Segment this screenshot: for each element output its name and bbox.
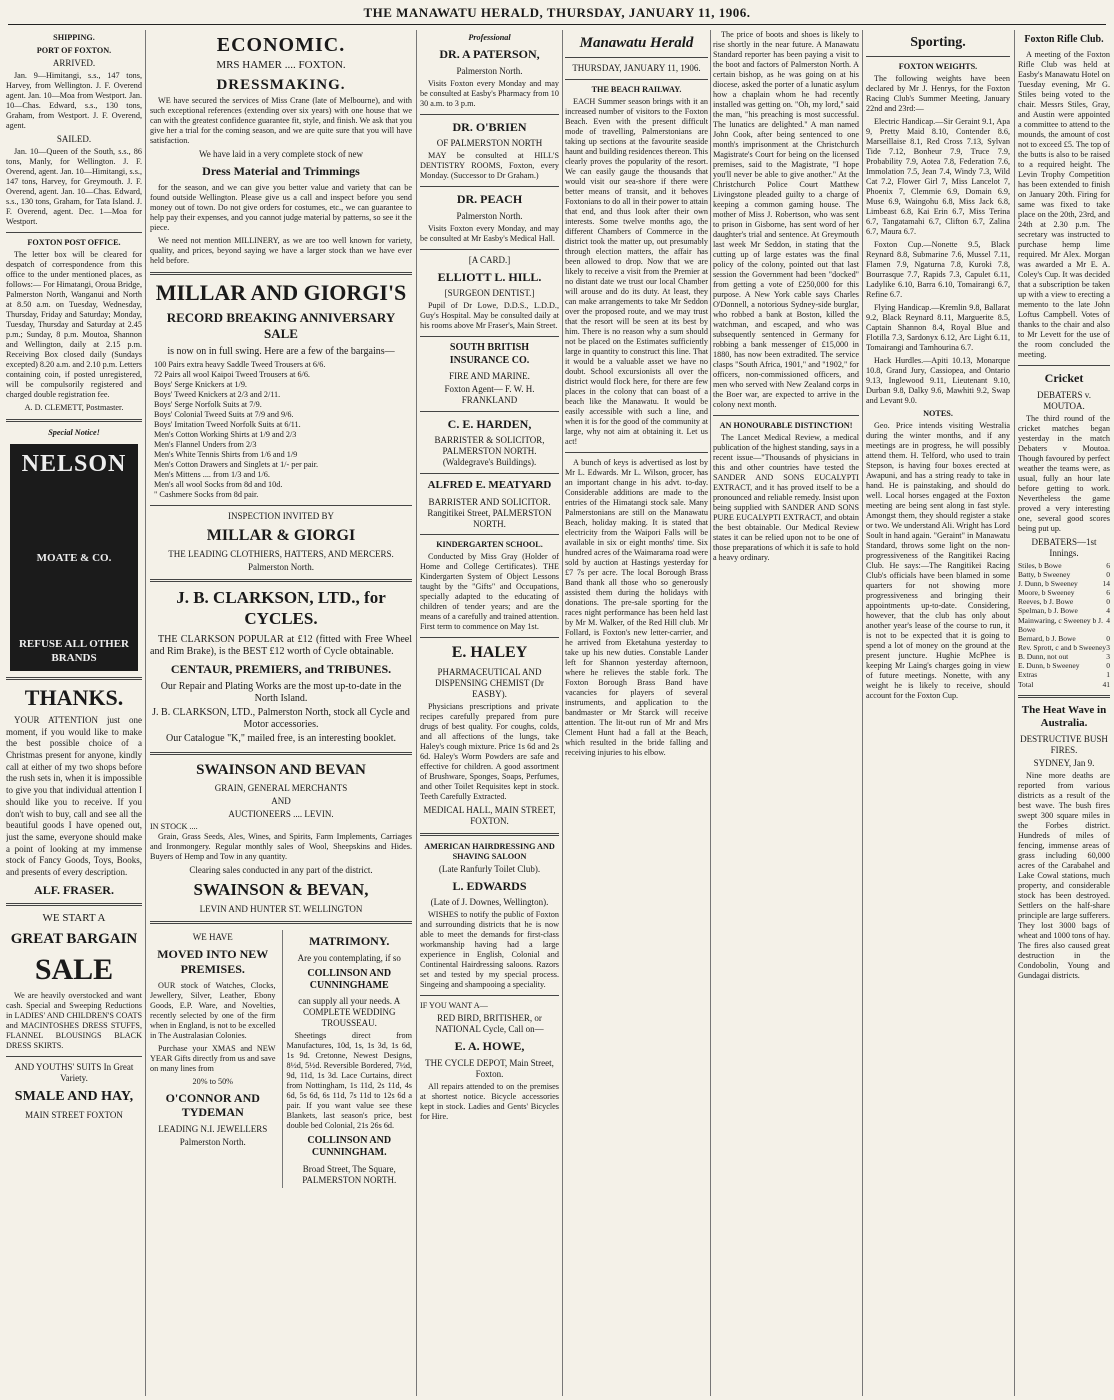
and: AND — [271, 795, 291, 806]
swainson-2: SWAINSON & BEVAN, — [193, 879, 369, 899]
cricket-heading: Cricket — [1044, 371, 1084, 386]
batsman: Reeves, b J. Bowe — [1018, 597, 1074, 607]
port-heading: PORT OF FOXTON. — [36, 46, 112, 55]
column-news — [713, 30, 859, 1396]
auctioneers: AUCTIONEERS .... LEVIN. — [228, 808, 334, 819]
batsman: Moore, b Sweeney — [1018, 588, 1075, 598]
haley-text: Physicians prescriptions and private recipes carefully prepared from pure drugs of best quality. For coughs, colds, and all affections of the lungs, take Haley's cough mixture. Price 1s 6d and 2s 6d. Haley's Worm Powders are safe and effective for children. A good assortment of Brushware, Sponges, Soaps, Perfumes, and other Toilet Requisites kept in stock. Teeth Carefully Extracted. — [420, 701, 559, 801]
batsman: Rev. Sprott, c and b Sweeney — [1018, 642, 1107, 652]
matrimony: MATRIMONY. — [309, 934, 390, 949]
fire: FIRE AND MARINE. — [449, 370, 530, 381]
elliott-text: Pupil of Dr Lowe, D.D.S., L.D.D., Guy's Hospital. May be consulted daily at his rooms above Mr Fraser's, Main Street. — [420, 301, 559, 331]
column-ads — [150, 30, 412, 1396]
news-text: The price of boots and shoes is likely to rise shortly in the near future. A Manawatu Standard reporter has been paying a visit to the boot and factors of Palmerston North. A certain bishop, as he was going on at his diocese, asked the porter of a lunatic asylum how a chaplain whom he had recently installed was getting on. "Oh, my lord," said the man, "his preaching is most successful. The lunatics are delighted." A man named John Cook, after being sentenced to one month's imprisonment at the Christchurch Magistrate's Court for being on the licensed premises, said to the Magistrate, "I hope you'll never be able to give another." At the Christchurch Police Court Matthew Livingstone pleaded guilty to a charge of keeping a common gaming house. The mother of Miss J. Robertson, who was sent to prison in Gisborne, has sent word of her daughter's trial and sentence. At Greymouth last week Mr Seddon, in stating that the cutting up of large estates was the final policy of the colony, pointed out that last session the Government had been "docked" from getting a vote of £250,000 for this purpose. A New York cable says Charles O'Donnell, a notorious Sydney-side burglar, who robbed a bank at Boston, killed the watchman, and escaped, and who was subsequently sentenced in Germany for robbing a bank messenger of £15,000 in 1880, has now been extradited. The service clasps "South Africa, 1901," and "1902," for officers, non-commissioned officers, and men who served with New Zealand corps in the Boer war, are expected to arrive in the colony next month. — [713, 30, 859, 409]
economic-heading: ECONOMIC. — [216, 34, 346, 56]
sailed-label: SAILED. — [56, 133, 92, 144]
bargain-list — [150, 360, 412, 500]
notice-heading: AN HONOURABLE DISTINCTION! — [719, 421, 853, 430]
runs: 3 — [1106, 642, 1110, 652]
weights-heading: FOXTON WEIGHTS. — [898, 62, 978, 72]
batsman: Total — [1018, 679, 1034, 689]
collinson: COLLINSON AND CUNNINGHAME — [307, 967, 392, 992]
bargain-item: Boys' Imitation Tweed Norfolk Suits at 6/11. — [154, 419, 301, 429]
oconnor-place: Palmerston North. — [179, 1136, 246, 1147]
innings-heading: DEBATERS—1st Innings. — [1031, 536, 1097, 558]
medical-hall: MEDICAL HALL, MAIN STREET, FOXTON. — [423, 804, 556, 826]
howe-text: All repairs attended to on the premises at shortest notice. Bicycle accessories kept in stock. Ladies and Gents' Bicycles for Hire. — [420, 1081, 559, 1121]
innings-row — [1018, 634, 1110, 643]
dressmaking-heading: DRESSMAKING. — [216, 76, 346, 93]
beach-railway: THE BEACH RAILWAY. — [591, 85, 682, 95]
nelson-brand: NELSON — [21, 450, 127, 477]
runs: 6 — [1106, 588, 1110, 598]
thanks-text: YOUR ATTENTION just one moment, if you would like to make the best possible choice of a Christmas present for anyone, kindly call at either of my two shops before the rush sets in, when it is impossible to give you that individual attention I should like you to receive. If you don't wish to buy, call and see all the beautiful goods I have opened out, just the same, everyone should make a point of looking at my immense stock of Fancy Goods, Toys, Books, and presents of every description. — [6, 715, 142, 877]
edwards-sub: (Late of J. Downes, Wellington). — [430, 897, 549, 908]
grain: GRAIN, GENERAL MERCHANTS — [214, 782, 348, 793]
runs: 0 — [1106, 597, 1110, 607]
runs: 0 — [1106, 633, 1110, 643]
swainson-heading: SWAINSON AND BEVAN — [196, 761, 366, 778]
column-editorial — [565, 30, 708, 1396]
haley-sub: PHARMACEUTICAL AND DISPENSING CHEMIST (Dr EASBY). — [435, 666, 544, 699]
masthead: THE MANAWATU HERALD, THURSDAY, JANUARY 11, 1906. — [8, 2, 1106, 25]
howe: E. A. HOWE, — [454, 1039, 525, 1054]
flying-handicap: Flying Handicap.—Kremlin 9.8, Ballarat 9.2, Black Reynard 8.11, Marguerite 8.5, Captain Shannon 8.4, Royal Blue and Flotilla 7.3, Sardonyx 6.12, Arc Light 6.11, Tomairangi and Tamhourina 6.7. — [866, 303, 1010, 353]
peach-text: Visits Foxton every Monday, and may be consulted at Mr Easby's Medical Hall. — [420, 223, 559, 243]
batsman: Extras — [1018, 670, 1038, 680]
batsman: E. Dunn, b Sweeney — [1018, 661, 1080, 671]
dress-material: Dress Material and Trimmings — [202, 164, 360, 179]
innings-row — [1018, 579, 1110, 588]
bargain-item: Boys' Serge Knickers at 1/9. — [154, 379, 247, 389]
bargain-item: 100 Pairs extra heavy Saddle Tweed Trousers at 6/6. — [154, 359, 326, 369]
bargain-item: Men's Cotton Working Shirts at 1/9 and 2/3 — [154, 429, 297, 439]
sailings-text: Jan. 10—Queen of the South, s.s., 86 tons, Manly, for Wellington. J. F. Overend, agent. Jan. 10—Himitangi, s.s., 147 tons, Harvey, for Greymouth. J. F. Overend, agent. Jan. 10—Chas. Edward, s.s., 130 tons, Graham, for Tata Island. J. F. Overend, agent. Dec. 1—Moa for Westport. — [6, 146, 142, 226]
edwards: L. EDWARDS — [452, 878, 527, 893]
clarkson-heading: J. B. CLARKSON, LTD., for CYCLES. — [176, 588, 386, 628]
innings-row — [1018, 670, 1110, 679]
agent: Foxton Agent— F. W. H. FRANKLAND — [444, 383, 535, 405]
bargain-item: Boys' Serge Norfolk Suits at 7/9. — [154, 399, 262, 409]
column-sporting — [866, 30, 1010, 1396]
oconnor: O'CONNOR AND TYDEMAN — [165, 1090, 260, 1120]
millar-giorgi: MILLAR & GIORGI — [206, 526, 356, 544]
innings-row — [1018, 606, 1110, 615]
surgeon: [SURGEON DENTIST.] — [444, 288, 535, 299]
oconnor-sub: LEADING N.I. JEWELLERS — [158, 1123, 268, 1134]
sale-line-b: GREAT BARGAIN — [10, 930, 138, 947]
professional-heading: Professional — [468, 33, 511, 42]
millar-heading: MILLAR AND GIORGI'S — [155, 279, 407, 305]
nelson-slogan: REFUSE ALL OTHER BRANDS — [18, 638, 130, 664]
paterson-text: Visits Foxton every Monday and may be consulted at Easby's Pharmacy from 10 30 a.m. to 3 p.m. — [420, 78, 559, 108]
card: [A CARD.] — [468, 254, 511, 265]
electric-handicap: Electric Handicap.—Sir Geraint 9.1, Apa 9, Pretty Maid 8.10, Contender 8.6, Marseillaise 8.1, Red Cross 7.13, Sylvan Tide 7.12, Bonheur 7.9, Truce 7.9, Probability 7.9, Aotea 7.8, Federation 7.6, Immolation 7.5, Jean 7.4, Windy 7.3, Wild Cat 7.2, Flower Girl 7, Miss Lancelot 7, Phoenix 7, Clemmie 6.9, Domain 6.9, Muse 6.9, Waingohu 6.8, Miss Jack 6.8, Limbeast 6.8, Kai Erin 6.7, Miss Terina 6.7, Tangatamahi 6.7, Clifton 6.7, Zalina 6.7, Maura 6.7. — [866, 117, 1010, 237]
dress-text-2: for the season, and we can give you better value and variety that can be found outside Wellington. Please give us a call and inspect before you send money out of town. Do not give orders for costumes, etc., we can guarantee to help pay their expenses, and you cannot judge material by patterns, so see it the piece. — [150, 182, 412, 232]
column-professional — [420, 30, 559, 1396]
innings-table — [1018, 561, 1110, 689]
batsman: B. Dunn, not out — [1018, 652, 1069, 662]
runs: 1 — [1106, 670, 1110, 680]
moved-b: MOVED INTO NEW PREMISES. — [157, 947, 269, 976]
innings-row — [1018, 661, 1110, 670]
meatyard-sub: BARRISTER AND SOLICITOR. Rangitikei Street, PALMERSTON NORTH. — [427, 496, 552, 529]
shipping-heading: SHIPPING. — [53, 33, 95, 42]
heat-heading: The Heat Wave in Australia. — [1021, 703, 1107, 730]
dress-text: WE have secured the services of Miss Crane (late of Melbourne), and with such exceptional references (extending over six years) with one house that we can with the greatest confidence guarantee fit, style, and finish. We ask that you give her a trial for the coming season, and we are quite sure that you will have satisfaction. — [150, 96, 412, 146]
peach-place: Palmerston North. — [456, 210, 523, 221]
in-stock: IN STOCK .... — [150, 821, 198, 831]
batsman: Batty, b Sweeney — [1018, 569, 1071, 579]
clarkson-text: THE CLARKSON POPULAR at £12 (fitted with Free Wheel and Rim Brake), is the BEST £12 worth of Cycle obtainable. — [150, 633, 412, 657]
fraser-signature: ALF. FRASER. — [34, 882, 114, 897]
record-sale: RECORD BREAKING ANNIVERSARY SALE — [166, 309, 396, 341]
haley: E. HALEY — [451, 644, 528, 662]
bargain-item: " Cashmere Socks from 8d pair. — [154, 489, 259, 499]
collinson-text: can supply all your needs. A COMPLETE WEDDING TROUSSEAU. — [298, 996, 401, 1029]
bargain-item: Men's Mittens .... from 1/3 and 1/6. — [154, 469, 270, 479]
notes-text: Geo. Price intends visiting Westralia during the winter months, and if any meetings are in progress, he will possibly attend them. H. Telford, who used to train Stepson, is having four boxes erected at Awapuni, and has a string ready to take in hand. He is painstaking, and should do well. Local horses engaged at the Foxton meeting are being sent along in fast style. Amongst them, they should register a stake or two. We understand Ali. Wright has Lord Soult in hand again. "Geraint" in Manawatu Standard, throws some light on the non-progressiveness of the Rangitikei Racing Club. He says:—The Rangitikei Racing Club's officials have been blamed in some quarters for not showing more progressiveness and bringing their appointments up-to-date. Considering, however, that the club has only about another year's lease of the course to run, it is not to be expected that it is going to spend a lot of money on the ground at the present juncture. Hughie McPhee is keeping Mr Laing's charges going in view of future meetings. Nonette, with any weight he is likely to receive, should account for the Foxton Cup. — [866, 421, 1010, 701]
inspection: INSPECTION INVITED BY — [228, 510, 334, 521]
arrived-label: ARRIVED. — [52, 58, 96, 68]
runs: 0 — [1106, 661, 1110, 671]
runs: 4 — [1106, 606, 1110, 616]
dr-peach: DR. PEACH — [456, 192, 523, 207]
sporting-heading: Sporting. — [910, 35, 966, 50]
record-sub: is now on in full swing. Here are a few of the bargains— — [167, 345, 395, 357]
runs: 4 — [1106, 615, 1110, 625]
batsman: Bernard, b J. Bowe — [1018, 633, 1076, 643]
howe-sub: THE CYCLE DEPOT, Main Street, Foxton. — [425, 1057, 554, 1079]
sale-text: We are heavily overstocked and want cash. Special and Sweeping Reductions in LADIES' AND CHILDREN'S COATS and MACINTOSHES DRESS STUFFS, FLANNEL BLOUSINGS BLACK DRESS SKIRTS. — [6, 991, 142, 1051]
fires-date: SYDNEY, Jan 9. — [1033, 758, 1095, 769]
sheets-text: Sheetings direct from Manufactures, 10d, 1s, 1s 3d, 1s 6d, 1s 9d. Cretonne, Newest Designs, 8½d, 5½d. Reversible Bordered, 7½d, 9d, 11d, 1s 3d. Lace Curtains, direct from Nottingham, 1s 11d, 2s 11d, 4s 6d, 5s 6d, 6s 11d, 7s 11d to 12s 6d a pair. If you want value see these Blankets, last season's price, best double bed Colonial, 21s 26s 6d. — [286, 1031, 412, 1131]
local-news: A bunch of keys is advertised as lost by Mr L. Edwards. Mr L. Wilson, grocer, has an important change in his advt. to-day. Considerable additions are made to the entries of the Himatangi stock sale. Many Palmerstonians are still on the Manawatu Beach, holiday making. It is stated that electricity from the Waipori Falls will be available in six or eight months' time. Six hundred acres of the Waimarama road were sold by auction at Hastings yesterday for £7 7s per acre. The local Borough Brass Band thank all those who so generously assisted them during the holidays with donations. The pre-sale sporting for the races night performance has been held last by Mr M. Walker, of the Red Hill club. Mr Follard, is Foxton's new letter-carrier, and he arrived from Eketahuna yesterday to take up his new duties. Constable Lander left for Shannon yesterday afternoon, where he relieves the stable fork. The Foxton Borough Brass Band have vacancies for players of several instruments, and application to the bandmaster or Mr Starck will receive attention. The lit-out run of Mr and Mrs Clement Hunt had a fall at the Beach, which resulted in the bride falling and receiving injuries to his elbow. — [565, 458, 708, 758]
meatyard: ALFRED E. MEATYARD — [427, 479, 552, 492]
runs: 6 — [1106, 560, 1110, 570]
rifle-heading: Foxton Rifle Club. — [1024, 34, 1104, 45]
bargain-item: Boys' Tweed Knickers at 2/3 and 2/11. — [154, 389, 281, 399]
editorial-text: EACH Summer season brings with it an increased number of visitors to the Foxton Beach. Even with the present difficult mode of travelling, Palmerstonians are taking up sections at the favourite seaside haunt and building residences thereon. This clearly proves the popularity of the resort. We can easily gauge the thousands that would visit our sea-shore if there were better means of transit, and it behoves Foxtonians to do all in their power to attain that end, and thus look after their own interests. Some twelve months ago, the different Chambers of Commerce in the district took the matter up, out presumably through election matters, the affair has been allowed to drop. Now that we are likely to receive a visit from the Premier at no distant date we trust our local Chamber will arouse and do its duty. At least, they can make arrangements to take Mr Seddon over the proposed route, and we may trust that the resort will be seen at its best by him. There is no reason why a sum should not be placed on the Estimates sufficiently large in quantity to construct this line. That it would be a valuable asset we have no doubt. School excursionists all over the district would flock here, for there are few places in the colony that can boast of a beach like the Manawatu. It would be easily accessible with such a line, and when it is for the good of the community at large, why not aim at obtaining it. Let us act! — [565, 97, 708, 447]
innings-row — [1018, 588, 1110, 597]
sale-line-a: WE START A — [42, 912, 106, 925]
bargain-item: Men's White Tennis Shirts from 1/6 and 1/9 — [154, 449, 298, 459]
foxton-cup: Foxton Cup.—Nonette 9.5, Black Reynard 8.8, Submarine 7.6, Mussel 7.11, Flamen 7.9, Ngaturna 7.8, Kuroki 7.8, Bourrasque 7.7, Rapids 7.3, Capulet 6.11, Ladylike 6.10, Barra 6.10, Tomairangi 6.7, Refine 6.7. — [866, 240, 1010, 300]
column-shipping — [6, 30, 142, 1396]
hair-sub: (Late Ranfurly Toilet Club). — [438, 863, 541, 874]
innings-row — [1018, 680, 1110, 689]
dress-stock: We have laid in a very complete stock of new — [199, 149, 363, 160]
runs: 0 — [1106, 569, 1110, 579]
xmas-text: Purchase your XMAS and NEW YEAR Gifts directly from us and save on many lines from — [150, 1043, 276, 1073]
weights-text: The following weights have been declared by Mr J. Henrys, for the Foxton Racing Club's Summer Meeting, January 22nd and 23rd:— — [866, 74, 1010, 114]
sale-more: AND YOUTHS' SUITS In Great Variety. — [14, 1062, 134, 1084]
smale-hay: SMALE AND HAY, — [14, 1089, 134, 1105]
paper-title: Manawatu Herald — [579, 35, 694, 51]
dr-paterson: DR. A PATERSON, — [439, 47, 540, 61]
innings-row — [1018, 643, 1110, 652]
harden: C. E. HARDEN, — [447, 416, 532, 431]
runs: 41 — [1102, 679, 1110, 689]
matri-text: Are you contemplating, if so — [297, 953, 401, 964]
catalogue: Our Catalogue "K," mailed free, is an interesting booklet. — [165, 733, 397, 745]
centaur: CENTAUR, PREMIERS, and TRIBUNES. — [170, 661, 392, 676]
editorial-date: THURSDAY, JANUARY 11, 1906. — [572, 63, 701, 74]
notice-text: The Lancet Medical Review, a medical publication of the highest standing, says in a recent issue—"Thousands of physicians in this and other countries have tested the SANDER AND SONS EUCALYPTI EXTRACT, and it has proved itself to be a pronounced and reliable remedy. Insist upon being supplied with SANDER AND SONS PURE EUCALYPTI EXTRACT, and obtain the best obtainable. Our Medical Review states it can be relied upon not to be one of those preparations of which it is safe to hold a heavy ordinary. — [713, 433, 859, 562]
thanks-heading: THANKS. — [24, 684, 124, 710]
obrien-text: MAY be consulted at HILL'S DENTISTRY ROOMS, Foxton, every Monday. (Successor to Dr Graham.) — [420, 151, 559, 181]
sbi: SOUTH BRITISH INSURANCE CO. — [449, 342, 530, 366]
post-office-heading: FOXTON POST OFFICE. — [27, 237, 121, 247]
mg-sub: THE LEADING CLOTHIERS, HATTERS, AND MERCERS. — [168, 549, 394, 560]
moved-a: WE HAVE — [192, 932, 233, 943]
batsman: J. Dunn, b Sweeney — [1018, 578, 1078, 588]
postmaster: A. D. CLEMETT, Postmaster. — [24, 402, 124, 412]
collinson-2-addr: Broad Street, The Square, PALMERSTON NORTH. — [302, 1163, 397, 1185]
hamer-line: MRS HAMER .... FOXTON. — [216, 59, 346, 72]
obrien-place: OF PALMERSTON NORTH — [436, 138, 543, 149]
bargain-item: Men's all wool Socks from 8d and 10d. — [154, 479, 283, 489]
elliott: ELLIOTT L. HILL. — [437, 269, 542, 284]
fires-heading: DESTRUCTIVE BUSH FIRES. — [1020, 734, 1108, 756]
paterson-place: Palmerston North. — [456, 65, 523, 76]
bargain-item: 72 Pairs all wool Kaipoi Tweed Trousers at 6/6. — [154, 369, 310, 379]
bargain-item: Men's Cotton Drawers and Singlets at 1/- per pair. — [154, 459, 319, 469]
bargain-item: Boys' Colonial Tweed Suits at 7/9 and 9/6. — [154, 409, 294, 419]
batsman: Mainwaring, c Sweeney b J. Bowe — [1018, 615, 1103, 634]
innings-row — [1018, 616, 1110, 634]
mg-place: Palmerston North. — [248, 562, 314, 573]
nelson-tea-ad — [10, 444, 138, 671]
bargain-item: Men's Flannel Unders from 2/3 — [154, 439, 257, 449]
stock-text: Grain, Grass Seeds, Ales, Wines, and Spirits, Farm Implements, Carriages and Ironmongery. Regular monthly sales of Wool, Sheepskins and Hides. Buyers of Hemp and Tow in any quantity. — [150, 831, 412, 861]
ifyou: IF YOU WANT A— — [420, 1001, 488, 1011]
notes-heading: NOTES. — [923, 409, 953, 419]
moved-text: OUR stock of Watches, Clocks, Jewellery, Silver, Leather, Ebony Goods, E.P. Ware, and Novelties, recently selected by one of the firm when in England, is not to be excelled in The Australasian Colonies. — [150, 980, 276, 1040]
collinson-2: COLLINSON AND CUNNINGHAM. — [307, 1135, 392, 1159]
batsman: Stiles, b Bowe — [1018, 560, 1062, 570]
innings-row — [1018, 597, 1110, 606]
innings-row — [1018, 570, 1110, 579]
clarkson-stock: J. B. CLARKSON, LTD., Palmerston North, stock all Cycle and Motor accessories. — [152, 706, 410, 731]
fires-text: Nine more deaths are reported from various districts as a result of the best wave. The bush fires swept 300 square miles in the Forbes district. Hundreds of miles of fencing, immense areas of grass including 60,000 acres of the Carabahel and Lake Cowal stations, much property, and considerable stock has been destroyed. Settlers on the half-share principle are large sufferers. They lost 3000 bags of wheat and 1000 tons of hay. The fires also caused great destruction in the Condobolin, Young and Gundagai districts. — [1018, 771, 1110, 981]
smale-address: MAIN STREET FOXTON — [25, 1109, 123, 1120]
sale-line-c: SALE — [34, 952, 114, 986]
arrivals-text: Jan. 9—Himitangi, s.s., 147 tons, Harvey, from Wellington. J. F. Overend agent. Jan. 10—Moa from Westport. Jan. 10—Chas. Edward, s.s., 130 tons, Graham, from Westport. J. F. Overend, agent. — [6, 70, 142, 130]
special-notice: Special Notice! — [48, 427, 100, 437]
hairdressing: AMERICAN HAIRDRESSING AND SHAVING SALOON — [424, 841, 555, 861]
runs: 3 — [1106, 652, 1110, 662]
debaters-heading: DEBATERS v. MOUTOA. — [1037, 389, 1091, 411]
ifyou-text: RED BIRD, BRITISHER, or NATIONAL Cycle, Call on— — [435, 1013, 544, 1035]
cricket-text: The third round of the cricket matches began yesterday in the match Debaters v Moutoa. Though favoured by perfect weather the teams were, as usual, fully an hour late before getting to work. Nevertheless the game proved a very interesting one, several good scores being put up. — [1018, 413, 1110, 533]
dr-obrien: DR. O'BRIEN — [452, 119, 527, 134]
harden-sub: BARRISTER & SOLICITOR, PALMERSTON NORTH. (Waldegrave's Buildings). — [434, 435, 545, 468]
runs: 14 — [1102, 578, 1110, 588]
matrimony-ad — [282, 930, 413, 1187]
jewellers-ad — [150, 930, 276, 1187]
innings-row — [1018, 652, 1110, 661]
rifle-text: A meeting of the Foxton Rifle Club was held at Easby's Manawatu Hotel on Tuesday evening, Mr G. Stiles being voted to the chair. Messrs Stiles, Gray, and Austin were appointed a committee to attend to the mounds, the amount of cost not to exceed £5. The top of the butts is also to be raised to a required height. The Levin Trophy Competition has been extended to finish on January 20th. Firing for same was fixed to take place on the 20th, 23rd, and 24th at 2.30 p.m. The secretary was instructed to purchase hemp lime required. Mr Alex. Morgan was awarded a Mr E. A. Coley's Cup. It was decided that a subscription be taken up with a view to erecting a memento to the late John Loftus Campbell. Votes of thanks to the chair and also to Mr Levett for the use of the room concluded the meeting. — [1018, 50, 1110, 360]
kinder-text: Conducted by Miss Gray (Holder of Home and College Certificates). THE Kindergarten System of Object Lessons taught by the "Gifts" and Occupations, specially adapted to the educating of children of tender years; and are the means of a carefully and trained attention. First term to commence on May 1st. — [420, 552, 559, 632]
millinery-text: We need not mention MILLINERY, as we are too well known for variety, quality, and prices, beyond saying we have a larger stock than we have ever held before. — [150, 235, 412, 265]
kindergarten: KINDERGARTEN SCHOOL. — [436, 540, 543, 550]
column-rifle-cricket — [1018, 30, 1110, 1396]
clearing: Clearing sales conducted in any part of the district. — [189, 864, 373, 875]
swainson-2-sub: LEVIN AND HUNTER ST. WELLINGTON — [199, 904, 363, 915]
batsman: Spelman, b J. Bowe — [1018, 606, 1078, 616]
innings-row — [1018, 561, 1110, 570]
edwards-text: WISHES to notify the public of Foxton and surrounding districts that he is now able to meet the demands for first-class workmanship having had a large experience in English, Colonial and Continental Hairdressing saloons. Razors set and tested by my special process. Singeing and shampooing a speciality. — [420, 910, 559, 990]
hack-hurdles: Hack Hurdles.—Apiti 10.13, Monarque 10.8, Grand Jury, Cassiopea, and Ontario 9.13, Inglewood 9.11, Lieutenant 9.10, Durban 9.8, Dalky 9.6, Mawhiti 9.2, Swap and Levant 9.0. — [866, 356, 1010, 406]
repair-text: Our Repair and Plating Works are the most up-to-date in the North Island. — [160, 680, 402, 704]
xmas-pct: 20% to 50% — [192, 1076, 233, 1086]
nelson-maker: MOATE & CO. — [36, 551, 112, 564]
post-office-text: The letter box will be cleared for despatch of correspondence from this office to the under mentioned places, as follows:— For Himatangi, Oroua Bridge, Palmerston North, Wanganui and North at 8.50 a.m. on Tuesday, Wednesday, Thursday, Friday and Saturday; Monday, Tuesday, Thursday and Saturday at 2.45 p.m.; Sunday, 8 p.m. Moutoa, Shannon and Wellington, daily at 2.15 p.m. Receiving Box closed daily (Sundays excepted) 8.20 a.m. and 2.10 p.m. Letters containing coin, if posted unregistered, will be compulsorily registered and charged double registration fee. — [6, 249, 142, 399]
